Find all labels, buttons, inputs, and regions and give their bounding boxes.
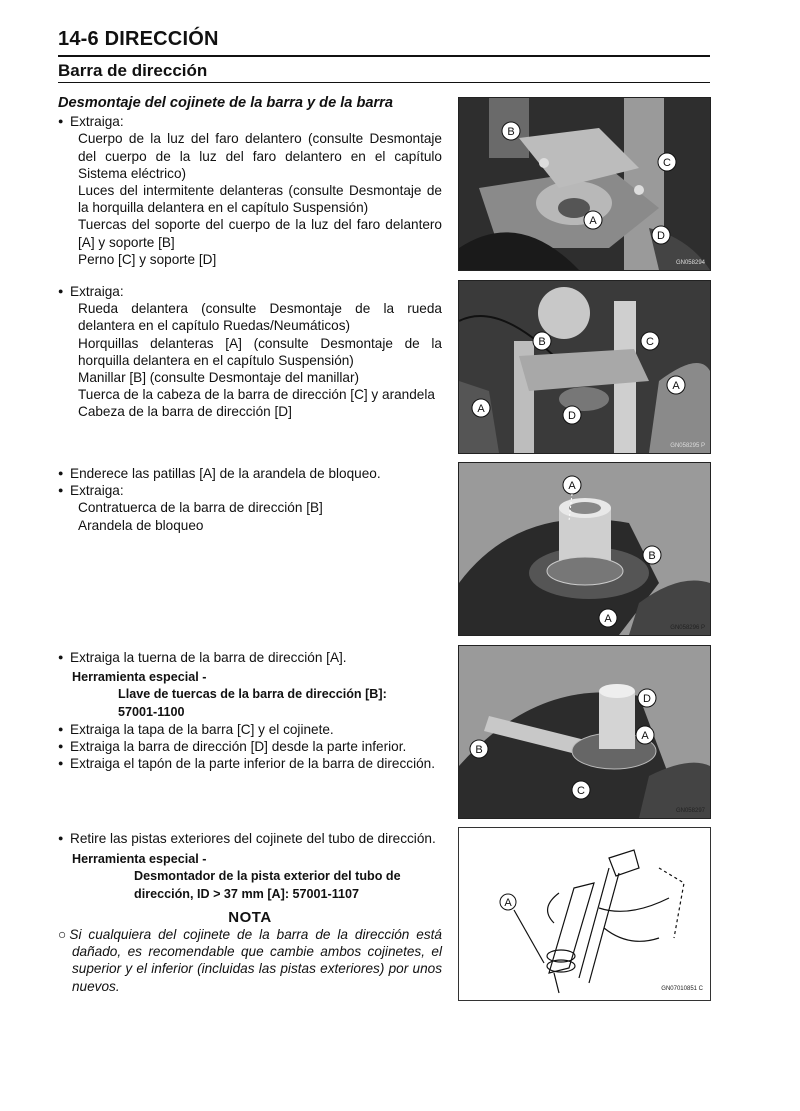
list-item: Rueda delantera (consulte Desmontaje de la rueda delantera en el capítulo Ruedas/Neumáticos) [78,301,442,334]
figure-code: GN058295 P [670,443,705,449]
figure-code: GN058294 [675,260,705,266]
figure-code: GN07010851 C [661,986,703,992]
figure-1-photo [458,97,711,271]
list-item: ● Extraiga la barra de dirección [D] desde la parte inferior. [58,738,442,755]
callout-label: C [663,157,671,169]
list-item: Cabeza de la barra de dirección [D] [78,404,292,420]
list-item: Manillar [B] (consulte Desmontaje del manillar) [78,370,360,386]
note-heading: NOTA [228,908,272,926]
bullet-extract: ● Extraiga: [58,113,442,130]
bullet-extract: ● Extraiga: [58,283,442,300]
list-item: Horquillas delanteras [A] (consulte Desmontaje de la horquilla delantera en el capítulo Suspensión) [78,335,442,368]
list-item: Tuercas del soporte del cuerpo de la luz del faro delantero [A] y soporte [B] [78,217,442,250]
special-tool-number: 57001-1100 [118,704,185,719]
callout-label: D [568,410,576,422]
special-tool-heading: Herramienta especial - [72,852,207,867]
list-item: Tuerca de la cabeza de la barra de dirección [C] y arandela [78,387,435,403]
list-item: ● Extraiga la tapa de la barra [C] y el cojinete. [58,721,442,738]
callout-label: A [641,730,649,742]
section-title: Barra de dirección [58,61,208,80]
block-3 [58,465,442,534]
bullet-extract: ● Extraiga: [58,482,442,499]
list-item: Luces del intermitente delanteras (consulte Desmontaje de la horquilla delantera en el capítulo Suspensión) [78,183,442,216]
callout-label: A [568,480,576,492]
procedure-subhead: Desmontaje del cojinete de la barra y de la barra [58,95,393,111]
bullet-remove-races: ● Retire las pistas exteriores del cojinete del tubo de dirección. [58,830,442,847]
block-2 [58,283,442,421]
figure-code: GN058296 P [670,625,705,631]
block-4 [58,649,442,772]
callout-label: D [657,230,665,242]
figure-2-photo [458,280,711,454]
page-title: 14-6 DIRECCIÓN [58,28,219,50]
section-rule [58,82,710,83]
callout-label: C [646,336,654,348]
list-item: Arandela de bloqueo [78,517,204,533]
figure-3-photo [458,462,711,636]
block-5 [58,830,442,995]
special-tool-name: Llave de tuercas de la barra de dirección [B]: [118,687,387,702]
special-tool-name: Desmontador de la pista exterior del tubo de dirección, ID > 37 mm [A]: 57001-1107 [134,869,401,901]
list-item: Cuerpo de la luz del faro delantero (consulte Desmontaje del cuerpo de la luz del faro delantero en el capítulo Sistema eléctrico) [78,131,442,181]
callout-label: A [504,897,512,909]
callout-label: A [589,215,597,227]
callout-label: A [604,613,612,625]
special-tool-heading: Herramienta especial - [72,670,207,685]
callout-label: C [577,785,585,797]
callout-label: D [643,693,651,705]
figure-4-photo [458,645,711,819]
callout-label: B [538,336,546,348]
header-rule [58,55,710,57]
callout-label: A [672,380,680,392]
callout-label: B [648,550,656,562]
list-item: Contratuerca de la barra de dirección [B] [78,500,323,516]
figure-code: GN058297 [675,808,705,814]
bullet-straighten: ● Enderece las patillas [A] de la arandela de bloqueo. [58,465,442,482]
callout-label: B [507,126,515,138]
bullet-extract-nut: ● Extraiga la tuerna de la barra de dirección [A]. [58,649,442,666]
note-text: ○Si cualquiera del cojinete de la barra de la dirección está dañado, es recomendable que cambie ambos cojinetes, el superior y el inferior (incluidas las pistas exteriores) por unos nuevos. [58,927,442,994]
callout-label: A [477,403,485,415]
figure-5-drawing [458,827,711,1001]
list-item: ● Extraiga el tapón de la parte inferior de la barra de dirección. [58,755,442,772]
block-1 [58,95,442,268]
callout-label: B [475,744,483,756]
list-item: Perno [C] y soporte [D] [78,251,217,267]
